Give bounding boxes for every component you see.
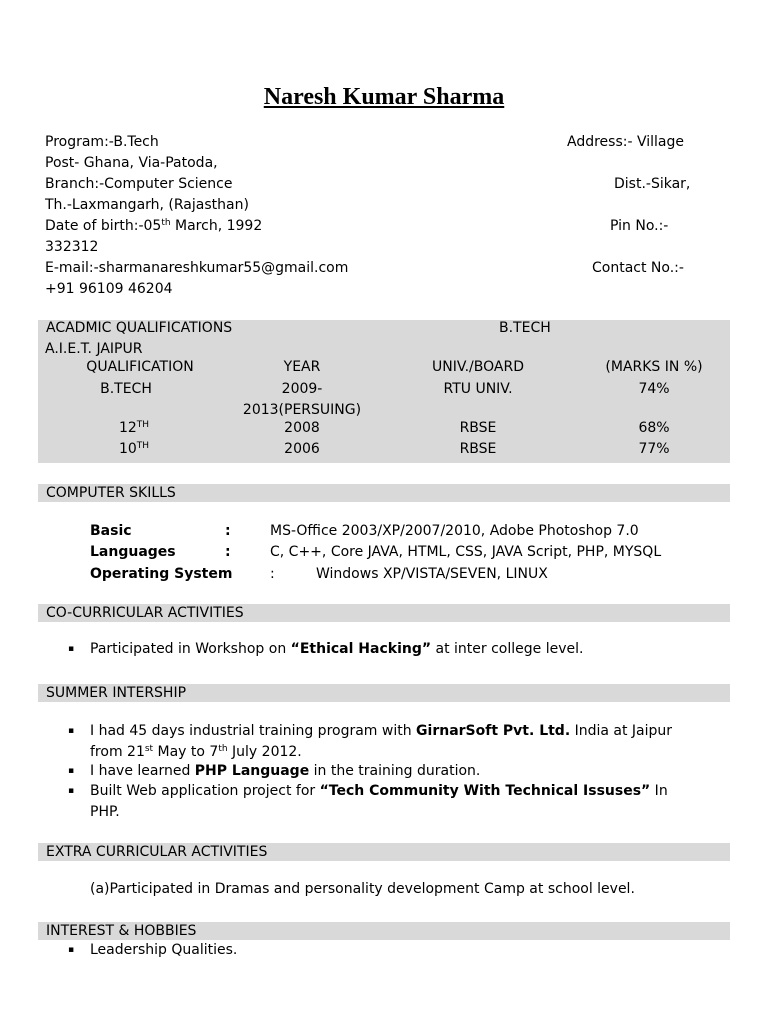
pin-value: 332312 [45, 239, 99, 255]
table-row-board: RTU UNIV. [443, 381, 513, 397]
pin-label: Pin No.:- [610, 218, 669, 234]
district-line: Dist.-Sikar, [614, 176, 691, 192]
skill-value-basic: MS-Office 2003/XP/2007/2010, Adobe Photoshop 7.0 [270, 523, 639, 539]
table-row-year: 2006 [284, 441, 320, 457]
bullet-icon: ▪ [68, 644, 75, 654]
extra-curricular-heading: EXTRA CURRICULAR ACTIVITIES [38, 843, 730, 861]
table-row-marks: 68% [638, 420, 670, 436]
column-header-qualification: QUALIFICATION [86, 359, 194, 375]
computer-skills-heading: COMPUTER SKILLS [38, 484, 730, 502]
bullet-icon: ▪ [68, 786, 75, 796]
program-line: Program:-B.Tech [45, 134, 159, 150]
skill-colon: : [225, 544, 231, 560]
qualifications-heading: ACADMIC QUALIFICATIONS [46, 320, 233, 336]
list-item: Leadership Qualities. [90, 942, 238, 958]
table-row-qual: 12TH [118, 420, 150, 436]
degree-label: B.TECH [499, 320, 551, 336]
table-row-year: 2008 [284, 420, 320, 436]
column-header-marks: (MARKS IN %) [605, 359, 703, 375]
table-row-board: RBSE [459, 441, 497, 457]
bullet-icon: ▪ [68, 726, 75, 736]
bullet-icon: ▪ [68, 945, 75, 955]
skill-colon: : [270, 566, 275, 582]
list-item-continued: PHP. [90, 804, 120, 820]
table-row-board: RBSE [459, 420, 497, 436]
branch-line: Branch:-Computer Science [45, 176, 233, 192]
skill-value-languages: C, C++, Core JAVA, HTML, CSS, JAVA Script, PHP, MYSQL [270, 544, 662, 560]
contact-label: Contact No.:- [592, 260, 684, 276]
address-line: Post- Ghana, Via-Patoda, [45, 155, 218, 171]
list-item: Built Web application project for “Tech Community With Technical Issuses” In [90, 783, 668, 799]
list-item: (a)Participated in Dramas and personality development Camp at school level. [90, 881, 635, 897]
column-header-board: UNIV./BOARD [431, 359, 524, 375]
table-row-marks: 74% [638, 381, 670, 397]
dob-line: Date of birth:-05th March, 1992 [45, 218, 263, 234]
list-item: I have learned PHP Language in the training duration. [90, 763, 481, 779]
summer-internship-heading: SUMMER INTERSHIP [38, 684, 730, 702]
address-label: Address:- Village [567, 134, 684, 150]
skill-label-languages: Languages [90, 544, 176, 560]
skill-colon: : [225, 523, 231, 539]
co-curricular-heading: CO-CURRICULAR ACTIVITIES [38, 604, 730, 622]
skill-label-os: Operating System [90, 566, 233, 582]
skill-label-basic: Basic [90, 523, 132, 539]
table-row-marks: 77% [638, 441, 670, 457]
list-item: Participated in Workshop on “Ethical Hacking” at inter college level. [90, 641, 584, 657]
list-item: I had 45 days industrial training program with GirnarSoft Pvt. Ltd. India at Jaipur [90, 723, 673, 739]
table-row-qual: 10TH [118, 441, 150, 457]
email-line[interactable]: E-mail:-sharmanareshkumar55@gmail.com [45, 260, 349, 276]
table-row-year-continued: 2013(PERSUING) [242, 402, 362, 418]
resume-name: Naresh Kumar Sharma [263, 84, 505, 110]
skill-value-os: Windows XP/VISTA/SEVEN, LINUX [316, 566, 548, 582]
college-name: A.I.E.T. JAIPUR [45, 341, 143, 357]
list-item-continued: from 21st May to 7th July 2012. [90, 744, 302, 760]
table-row-year: 2009- [281, 381, 323, 397]
tehsil-line: Th.-Laxmangarh, (Rajasthan) [45, 197, 249, 213]
table-row-qual: B.TECH [100, 381, 152, 397]
contact-value: +91 96109 46204 [45, 281, 173, 297]
interest-hobbies-heading: INTEREST & HOBBIES [38, 922, 730, 940]
column-header-year: YEAR [283, 359, 321, 375]
bullet-icon: ▪ [68, 766, 75, 776]
